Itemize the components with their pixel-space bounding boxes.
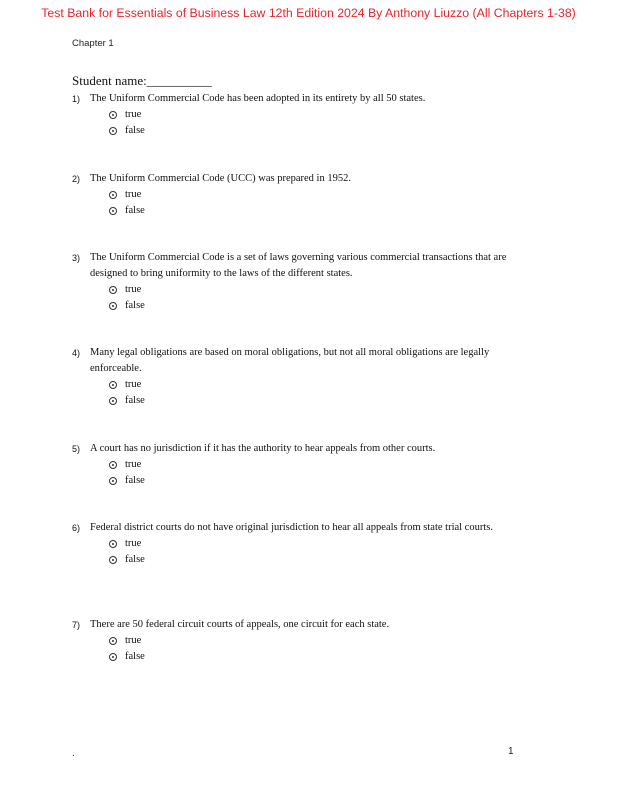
question-number: 2) — [72, 174, 81, 184]
question-5 — [72, 441, 542, 489]
option-label: true — [125, 538, 142, 549]
option-true[interactable] — [109, 536, 542, 552]
question-text: The Uniform Commercial Code (UCC) was prepared in 1952. — [90, 173, 351, 184]
page-number: 1 — [508, 746, 514, 757]
option-false[interactable] — [109, 649, 542, 665]
option-label: false — [125, 205, 145, 216]
option-label: true — [125, 189, 142, 200]
question-7 — [72, 617, 542, 665]
question-text: A court has no jurisdiction if it has the authority to hear appeals from other courts. — [90, 443, 436, 454]
option-label: false — [125, 554, 145, 565]
option-label: true — [125, 109, 142, 120]
question-2 — [72, 171, 542, 219]
radio-icon[interactable] — [109, 127, 117, 135]
option-true[interactable] — [109, 282, 542, 298]
radio-icon[interactable] — [109, 397, 117, 405]
radio-icon[interactable] — [109, 540, 117, 548]
radio-icon[interactable] — [109, 653, 117, 661]
radio-icon[interactable] — [109, 111, 117, 119]
option-label: true — [125, 379, 142, 390]
option-false[interactable] — [109, 473, 542, 489]
radio-icon[interactable] — [109, 477, 117, 485]
option-false[interactable] — [109, 123, 542, 139]
option-true[interactable] — [109, 457, 542, 473]
option-label: true — [125, 284, 142, 295]
radio-icon[interactable] — [109, 191, 117, 199]
option-true[interactable] — [109, 187, 542, 203]
question-text: Many legal obligations are based on moral obligations, but not all moral obligations are legally enforceable. — [90, 347, 490, 374]
option-false[interactable] — [109, 203, 542, 219]
radio-icon[interactable] — [109, 207, 117, 215]
question-text: Federal district courts do not have original jurisdiction to hear all appeals from state trial courts. — [90, 522, 493, 533]
option-false[interactable] — [109, 298, 542, 314]
chapter-label: Chapter 1 — [72, 38, 114, 49]
radio-icon[interactable] — [109, 461, 117, 469]
option-true[interactable] — [109, 633, 542, 649]
question-number: 1) — [72, 94, 81, 104]
radio-icon[interactable] — [109, 381, 117, 389]
option-label: true — [125, 635, 142, 646]
question-text: The Uniform Commercial Code is a set of laws governing various commercial transactions that are designed to bring uniformity to the laws of the different states. — [90, 252, 507, 279]
question-number: 4) — [72, 348, 81, 358]
question-4 — [72, 345, 542, 409]
radio-icon[interactable] — [109, 302, 117, 310]
option-label: false — [125, 300, 145, 311]
radio-icon[interactable] — [109, 556, 117, 564]
option-false[interactable] — [109, 393, 542, 409]
footer-dot: . — [72, 748, 75, 759]
option-label: false — [125, 125, 145, 136]
question-3 — [72, 250, 542, 314]
question-6 — [72, 520, 542, 568]
radio-icon[interactable] — [109, 286, 117, 294]
question-number: 3) — [72, 253, 81, 263]
option-true[interactable] — [109, 377, 542, 393]
question-number: 6) — [72, 523, 81, 533]
document-header: Test Bank for Essentials of Business Law 12th Edition 2024 By Anthony Liuzzo (All Chapters 1-38) — [41, 6, 576, 20]
option-false[interactable] — [109, 552, 542, 568]
student-name-label: Student name:__________ — [72, 73, 212, 88]
question-number: 5) — [72, 444, 81, 454]
question-text: There are 50 federal circuit courts of appeals, one circuit for each state. — [90, 619, 390, 630]
option-label: false — [125, 475, 145, 486]
option-label: true — [125, 459, 142, 470]
option-true[interactable] — [109, 107, 542, 123]
question-text: The Uniform Commercial Code has been adopted in its entirety by all 50 states. — [90, 93, 426, 104]
question-number: 7) — [72, 620, 81, 630]
option-label: false — [125, 651, 145, 662]
option-label: false — [125, 395, 145, 406]
question-1 — [72, 91, 542, 139]
radio-icon[interactable] — [109, 637, 117, 645]
